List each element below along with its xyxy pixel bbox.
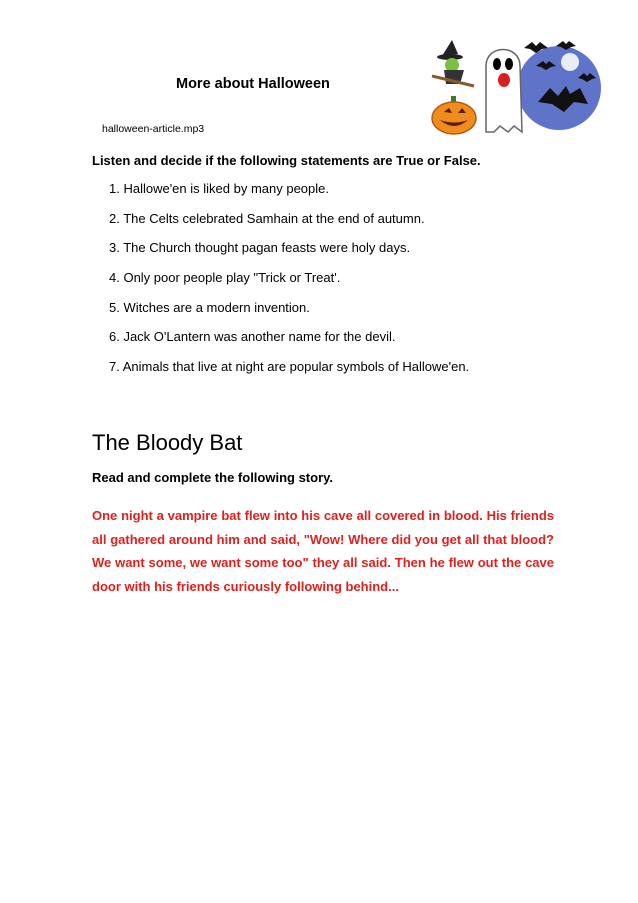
statement-item: 5. Witches are a modern invention. (109, 299, 310, 315)
ghost-icon (486, 50, 522, 133)
statement-item: 6. Jack O'Lantern was another name for the devil. (109, 329, 396, 345)
story-text: One night a vampire bat flew into his cave all covered in blood. His friends all gathered around him and said, "Wow! Where did you get all that blood? We want some, we want some too" they all said. Then he flew out the cave door with his friends curiously following behind... (92, 508, 554, 594)
moon-icon (517, 46, 601, 130)
statement-item: 7. Animals that live at night are popular symbols of Hallowe'en. (109, 359, 470, 375)
statement-item: 4. Only poor people play "Trick or Treat'. (109, 270, 341, 286)
audio-file-name: halloween-article.mp3 (102, 123, 205, 135)
pumpkin-icon (432, 96, 476, 134)
halloween-illustration (428, 36, 604, 136)
reading-instruction: Read and complete the following story. (92, 470, 334, 485)
statement-item: 3. The Church thought pagan feasts were holy days. (109, 240, 411, 256)
listening-instruction: Listen and decide if the following statements are True or False. (92, 153, 481, 168)
page-title: More about Halloween (176, 76, 330, 92)
section-heading: The Bloody Bat (92, 430, 243, 455)
witch-icon (432, 40, 474, 86)
statement-item: 1. Hallowe'en is liked by many people. (109, 181, 329, 196)
statement-list (109, 174, 469, 382)
statement-item: 2. The Celts celebrated Samhain at the end of autumn. (109, 210, 425, 226)
